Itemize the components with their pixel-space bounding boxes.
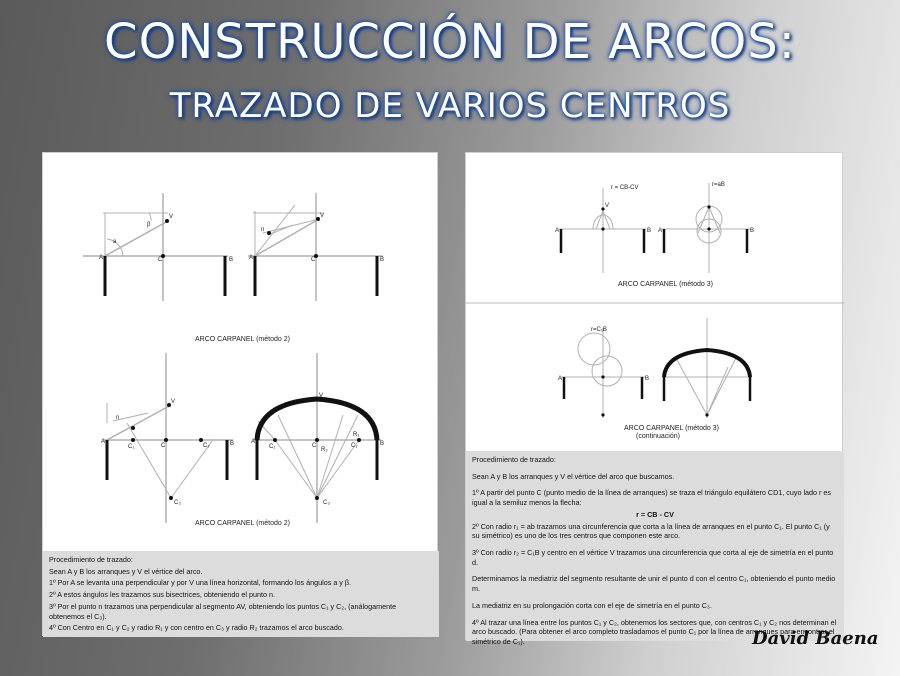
page-title: CONSTRUCCIÓN DE ARCOS: [104, 14, 796, 70]
label-a-4: A [251, 439, 256, 445]
right-procedure-line: 1º A partir del punto C (punto medio de la línea de arranques) se traza el triángulo equilátero CD1, cuyo lado r es igual a la semiluz menos la flecha: [472, 488, 832, 508]
page-subtitle: TRAZADO DE VARIOS CENTROS [169, 86, 731, 126]
fig-top-right [248, 193, 383, 301]
label-v-4: V [319, 393, 324, 399]
label-c: C [158, 257, 163, 263]
label-v-3: V [171, 399, 176, 405]
caption-top: ARCO CARPANEL (método 2) [195, 336, 290, 343]
formula-label-3: r=C₁B [591, 327, 607, 333]
label-b-4: B [380, 441, 385, 447]
label-alpha: a [113, 239, 117, 245]
label-a: A [99, 255, 104, 261]
label-a-m3-2: A [658, 228, 663, 234]
label-c2-2: C₂ [351, 443, 358, 449]
left-diagram-panel [42, 152, 438, 636]
label-n: n [261, 227, 265, 233]
carpanel-method-3-diagrams [466, 153, 844, 451]
label-v-m3: V [605, 203, 610, 209]
right-procedure-heading: Procedimiento de trazado: [472, 455, 556, 464]
formula-label-1: r = CB-CV [611, 185, 639, 191]
left-procedure-heading: Procedimiento de trazado: [49, 555, 133, 564]
label-c-2: C [311, 257, 316, 263]
author-signature: David Baena [752, 628, 879, 649]
label-c1-2: C₁ [269, 444, 276, 450]
left-procedure-line: 3º Por el punto n trazamos una perpendicular al segmento AV, obteniendo los puntos C₁ y C₂, (análogamente obtenemos el C₃). [49, 601, 397, 621]
right-procedure-line: La mediatriz en su prolongación corta con el eje de simetría en el punto C₃. [472, 600, 712, 610]
right-procedure-line: 4º Al trazar una línea entre los puntos C₁ y C₂, obtenemos los sectores que, con centros C₁ y C₂ nos determinan el arco buscado. (Para obtener el arco completo trasladamos el punto C₁ por la línea de arranques para encontrar el simétrico de C₁). [472, 617, 837, 647]
label-c3: C₃ [174, 500, 181, 506]
caption-m3-top: ARCO CARPANEL (método 3) [618, 281, 713, 288]
carpanel-method-2-diagrams [43, 153, 439, 551]
label-c2: C₂ [203, 443, 210, 449]
label-b-2: B [380, 257, 385, 263]
label-c3-2: C₃ [323, 500, 330, 506]
label-a-2: A [249, 255, 254, 261]
label-c-3: C [161, 443, 166, 449]
label-a-3: A [101, 439, 106, 445]
fig-bottom-left [103, 353, 233, 523]
label-beta: β [147, 222, 151, 228]
label-b-m3-2: B [750, 228, 755, 234]
right-procedure-formula: r = CB - CV [636, 509, 674, 519]
formula-label-2: r=aB [712, 182, 725, 188]
label-b-m3: B [647, 228, 652, 234]
fig-m3-bottom-left [561, 328, 646, 418]
label-a-m3-3: A [558, 376, 563, 382]
right-procedure-line: 3º Con radio r₂ = C₁B y centro en el vértice V trazamos una circunferencia que corta al eje de simetría en el punto d. [472, 548, 834, 567]
fig-m3-bottom-right [662, 318, 752, 418]
left-procedure-line: Sean A y B los arranques y V el vértice del arco. [49, 566, 203, 576]
fig-m3-top-right [661, 183, 751, 273]
fig-m3-top-left [558, 188, 646, 273]
label-r1: R₁ [353, 432, 360, 438]
left-procedure-line: 2º A estos ángulos les trazamos sus bisectrices, obteniendo el punto n. [49, 590, 275, 600]
left-procedure-line: 1º Por A se levanta una perpendicular y por V una línea horizontal, formando los ángulos a y β. [49, 578, 352, 588]
right-procedure-line: 2º Con radio r₁ = ab trazamos una circunferencia que corta a la línea de arranques en el punto C₁. El punto C₁ (y su simétrico) es uno de los tres centros que componen este arco. [472, 521, 830, 541]
right-procedure-line: Sean A y B los arranques y V el vértice del arco que buscamos. [472, 471, 675, 481]
left-procedure [43, 551, 439, 637]
label-a-m3: A [555, 228, 560, 234]
label-b-3: B [230, 441, 235, 447]
label-c-4: C [312, 443, 317, 449]
label-v: V [169, 214, 174, 220]
caption-m3-continuation: (continuación) [636, 433, 680, 440]
label-r2: R₂ [321, 447, 328, 453]
right-procedure-line: Determinamos la mediatriz del segmento resultante de unir el punto d con el centro C₁, obteniendo el punto medio m. [472, 574, 836, 594]
left-procedure-line: 4º Con Centro en C₁ y C₂ y radio R₁ y con centro en C₃ y radio R₂ trazamos el arco buscado. [49, 623, 344, 633]
label-b: B [229, 257, 234, 263]
caption-bottom: ARCO CARPANEL (método 2) [195, 520, 290, 527]
label-n-2: n [116, 415, 120, 421]
label-v-2: V [320, 213, 325, 219]
caption-m3-bottom: ARCO CARPANEL (método 3) [624, 425, 719, 432]
label-b-m3-3: B [645, 376, 650, 382]
label-c1: C₁ [128, 444, 135, 450]
